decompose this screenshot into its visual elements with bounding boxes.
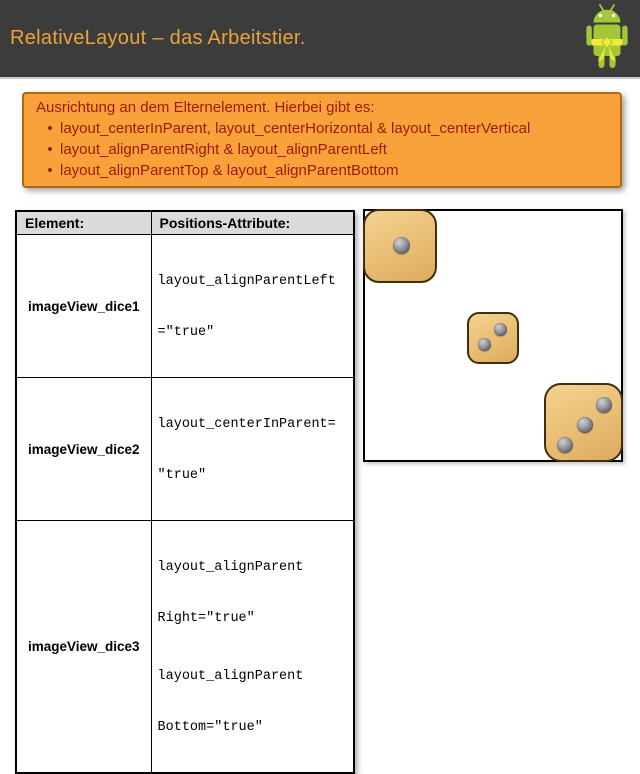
element-name: imageView_dice2 <box>16 378 151 521</box>
bullet-text: layout_centerInParent, layout_centerHorizontal & layout_centerVertical <box>60 120 531 137</box>
die-pip <box>557 437 573 453</box>
attribute-code <box>151 235 354 378</box>
die-pip <box>494 323 507 336</box>
column-header-attributes: Positions-Attribute: <box>151 211 354 235</box>
bullet-icon: • <box>47 120 53 137</box>
attribute-code <box>151 521 354 774</box>
die-1 <box>363 209 437 283</box>
info-box <box>22 92 622 188</box>
info-bullet-1 <box>30 118 614 139</box>
code-line: ="true" <box>157 325 215 340</box>
table-row <box>16 235 354 378</box>
element-name: imageView_dice1 <box>16 235 151 378</box>
attributes-table <box>15 210 355 774</box>
code-line: Bottom="true" <box>157 720 263 735</box>
bullet-icon: • <box>47 141 53 158</box>
die-pip <box>478 338 491 351</box>
code-line: layout_alignParent <box>157 669 304 684</box>
element-name: imageView_dice3 <box>16 521 151 774</box>
table-header-row <box>16 211 354 235</box>
code-line: layout_alignParent <box>157 560 304 575</box>
attribute-code <box>151 378 354 521</box>
column-header-element: Element: <box>16 211 151 235</box>
preview-panel <box>363 209 623 462</box>
page-title: RelativeLayout – das Arbeitstier. <box>10 27 306 49</box>
table-row <box>16 521 354 774</box>
bullet-text: layout_alignParentTop & layout_alignParentBottom <box>60 162 399 179</box>
die-pip <box>577 417 593 433</box>
table-row <box>16 378 354 521</box>
die-2 <box>467 312 519 364</box>
title-bar <box>0 0 640 79</box>
code-line: layout_centerInParent= <box>157 417 336 432</box>
bullet-text: layout_alignParentRight & layout_alignParentLeft <box>60 141 387 158</box>
info-bullet-2 <box>30 139 614 160</box>
code-line: "true" <box>157 468 207 483</box>
die-pip <box>393 237 410 254</box>
android-robot-icon <box>577 2 637 78</box>
info-bullet-3 <box>30 160 614 181</box>
info-heading: Ausrichtung an dem Elternelement. Hierbei gibt es: <box>36 99 375 116</box>
bullet-icon: • <box>47 162 53 179</box>
die-3 <box>544 383 623 462</box>
code-line: Right="true" <box>157 611 255 626</box>
die-pip <box>596 397 612 413</box>
code-line: layout_alignParentLeft <box>157 274 336 289</box>
